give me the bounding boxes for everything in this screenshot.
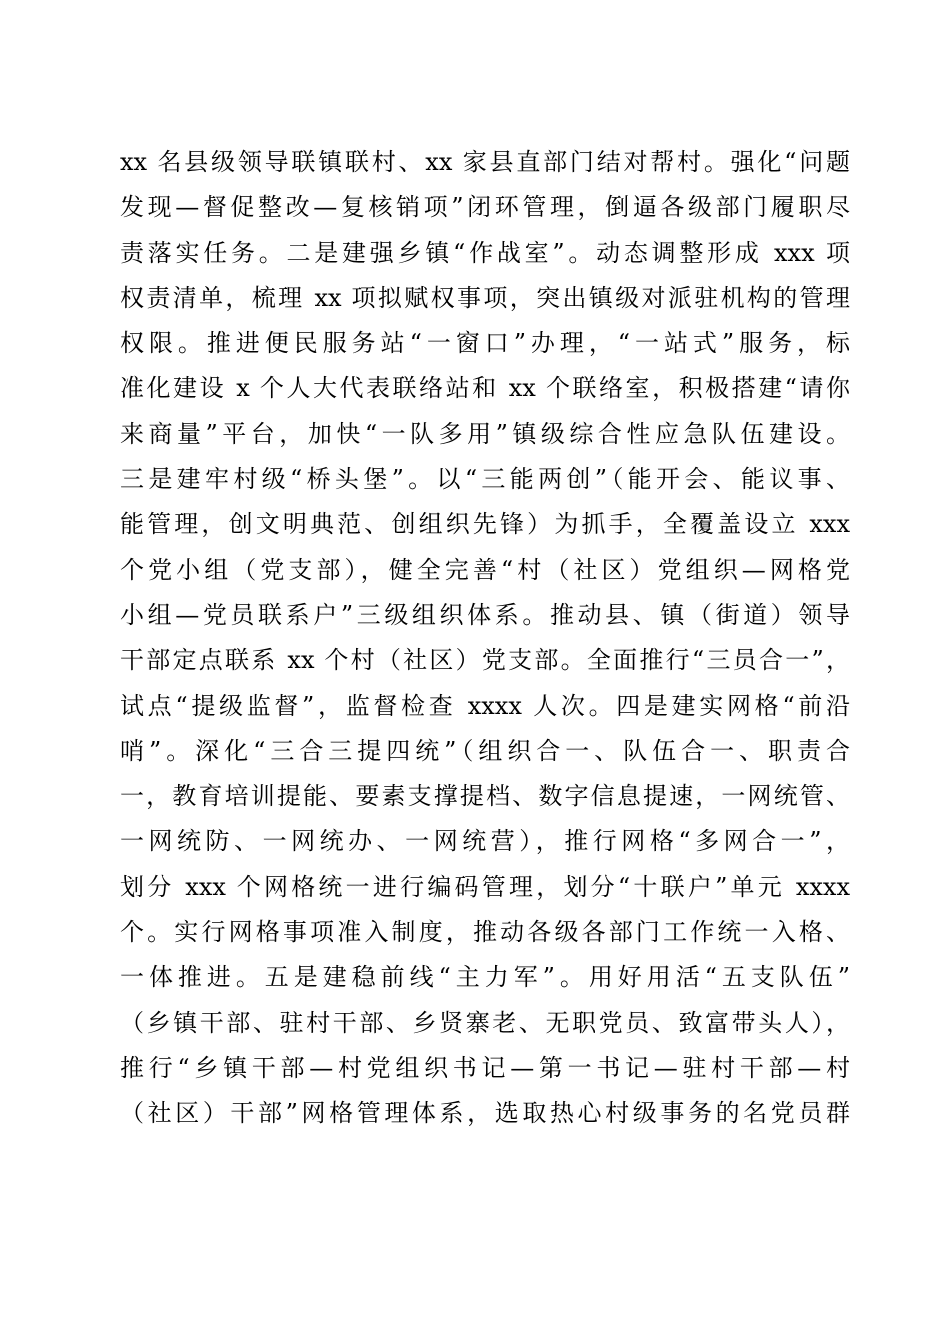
text-line-5: 权限。推进便民服务站“一窗口”办理，“一站式”服务，标 <box>120 329 850 358</box>
text-line-6: 准化建设 x 个人大代表联络站和 xx 个联络室，积极搭建“请你 <box>120 374 850 403</box>
text-line-8: 三是建牢村级“桥头堡”。以“三能两创”（能开会、能议事、 <box>120 465 850 494</box>
text-line-18: 个。实行网格事项准入制度，推动各级各部门工作统一入格、 <box>120 918 850 947</box>
text-line-22: （社区）干部”网格管理体系，选取热心村级事务的名党员群 <box>120 1099 850 1128</box>
text-line-14: 哨”。深化“三合三提四统”（组织合一、队伍合一、职责合 <box>120 736 850 765</box>
text-line-10: 个党小组（党支部），健全完善“村（社区）党组织—网格党 <box>120 555 850 584</box>
text-line-2: 发现—督促整改—复核销项”闭环管理，倒逼各级部门履职尽 <box>120 193 850 222</box>
text-line-16: 一网统防、一网统办、一网统营），推行网格“多网合一”， <box>120 827 850 856</box>
text-line-1: xx 名县级领导联镇联村、xx 家县直部门结对帮村。强化“问题 <box>120 148 850 176</box>
text-line-21: 推行“乡镇干部—村党组织书记—第一书记—驻村干部—村 <box>120 1053 850 1082</box>
text-line-3: 责落实任务。二是建强乡镇“作战室”。动态调整形成 xxx 项 <box>120 238 850 267</box>
text-line-13: 试点“提级监督”，监督检查 xxxx 人次。四是建实网格“前沿 <box>120 691 850 720</box>
text-line-19: 一体推进。五是建稳前线“主力军”。用好用活“五支队伍” <box>120 963 850 992</box>
text-line-20: （乡镇干部、驻村干部、乡贤寨老、无职党员、致富带头人）， <box>120 1008 850 1037</box>
text-line-17: 划分 xxx 个网格统一进行编码管理，划分“十联户”单元 xxxx <box>120 872 850 901</box>
text-line-15: 一，教育培训提能、要素支撑提档、数字信息提速，一网统管、 <box>120 782 850 811</box>
text-line-7: 来商量”平台，加快“一队多用”镇级综合性应急队伍建设。 <box>120 419 850 448</box>
body-paragraph <box>120 140 850 1137</box>
text-line-4: 权责清单，梳理 xx 项拟赋权事项，突出镇级对派驻机构的管理 <box>120 283 850 312</box>
text-line-11: 小组—党员联系户”三级组织体系。推动县、镇（街道）领导 <box>120 600 850 629</box>
text-line-12: 干部定点联系 xx 个村（社区）党支部。全面推行“三员合一”， <box>120 646 850 675</box>
text-line-9: 能管理，创文明典范、创组织先锋）为抓手，全覆盖设立 xxx <box>120 510 850 539</box>
